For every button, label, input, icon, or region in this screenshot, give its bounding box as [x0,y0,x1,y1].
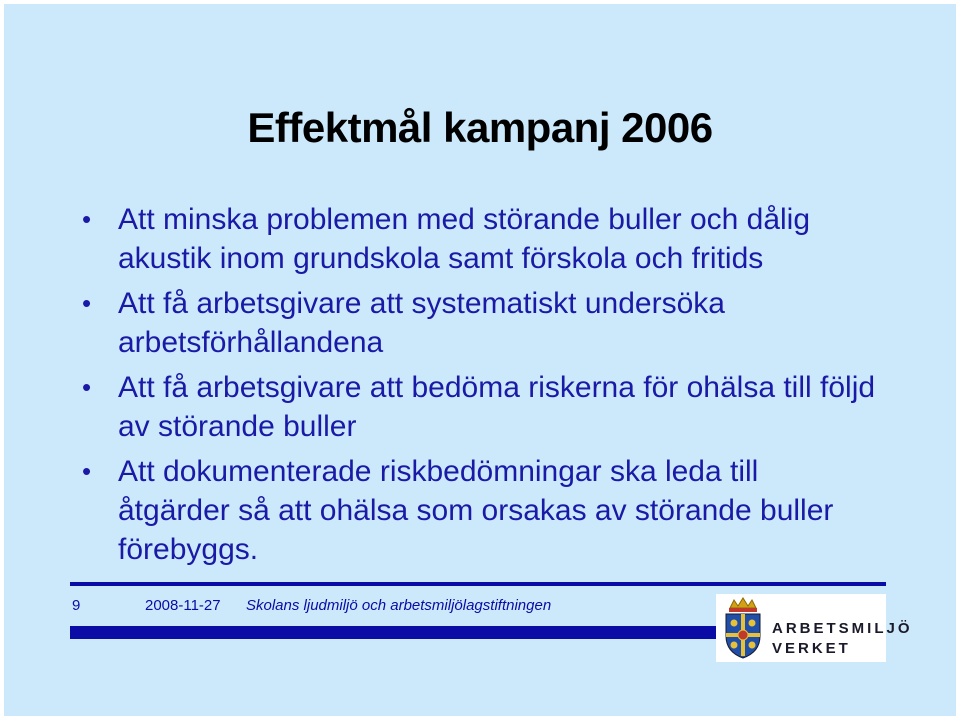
arbetsmiljoverket-logo [716,594,913,662]
footer-rule [70,582,886,586]
logo-text-line1: ARBETSMILJÖ [772,620,913,637]
bullet-item [76,200,876,278]
bullet-icon: • [82,456,92,486]
bullet-text: Att minska problemen med störande buller och dålig akustik inom grundskola samt förskola och fritids [118,203,811,275]
slide [4,4,956,716]
bullet-item [76,368,876,446]
bullet-icon: • [82,372,92,402]
slide-title: Effektmål kampanj 2006 [247,104,713,151]
bullet-icon: • [82,288,92,318]
bullet-text: Att få arbetsgivare att systematiskt undersöka arbetsförhållandena [118,287,725,359]
footer-organisation: Skolans ljudmiljö och arbetsmiljölagstiftningen [246,597,552,614]
bullet-text: Att dokumenterade riskbedömningar ska leda till åtgärder så att ohälsa som orsakas av störande buller förebyggs. [118,455,834,566]
bullet-list [76,200,876,575]
coat-of-arms-icon [718,596,768,660]
bullet-icon: • [82,204,92,234]
footer-band [70,626,716,639]
logo-text-line2: VERKET [772,640,851,657]
footer-date: 2008-11-27 [145,597,221,614]
bullet-item [76,284,876,362]
bullet-text: Att få arbetsgivare att bedöma riskerna för ohälsa till följd av störande buller [118,371,876,443]
bullet-item [76,452,876,569]
page-number: 9 [72,597,81,614]
